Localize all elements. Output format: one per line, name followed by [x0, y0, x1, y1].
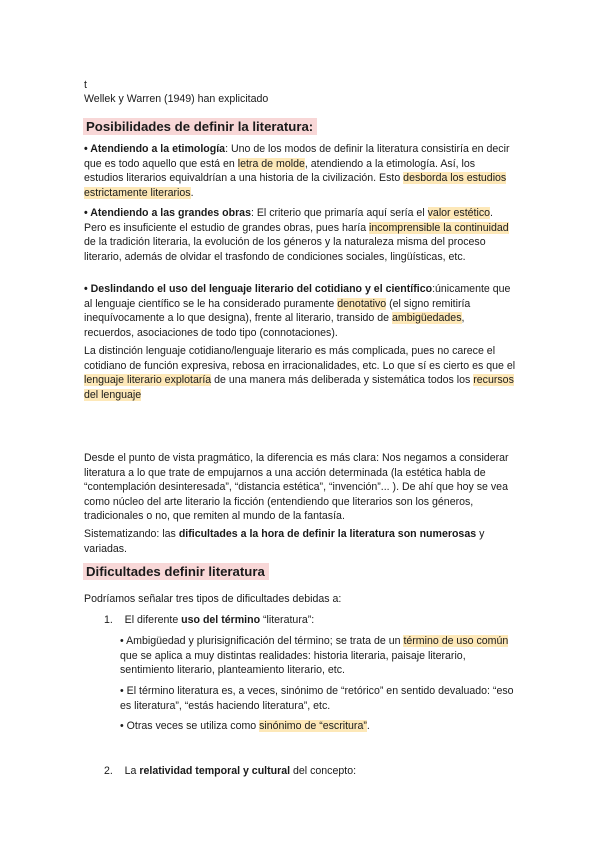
paragraph-text: La distinción lenguaje cotidiano/lenguaje literario es más complicada, pues no carece el cotidiano de función expresiva, rebosa en irracionalidades, etc. Lo que sí es cierto es que el: [84, 345, 516, 372]
section-heading-dificultades: Dificultades definir literatura: [83, 563, 269, 580]
sub-text: que se aplica a muy distintas realidades: historia literaria, paisaje literario, sentimiento literario, planteamiento literario, etc.: [120, 649, 466, 677]
paragraph-pragmatico: Desde el punto de vista pragmático, la diferencia es más clara: Nos negamos a considerar literatura a lo que trate de empujarnos a una acción determinada (la estética habla de “contemplación desinteresada”, “distancia estética”, “invención”... ). De ahí que hoy se vea como núcleo del arte literario la ficción (entendiendo que literarios son los géneros, tradicionales o no, que remiten al mundo de la fantasía.: [84, 452, 509, 523]
list-number: 1.: [104, 614, 113, 626]
sub-bullet-escritura: [120, 719, 520, 734]
list-bold: uso del término: [181, 614, 261, 626]
paragraph-bold: dificultades a la hora de definir la literatura son numerosas: [178, 528, 477, 540]
list-text: del concepto:: [290, 765, 357, 777]
bullet-text: (el signo remitiría inequívocamente a lo que designa), frente al literario, transido de: [84, 297, 471, 325]
paragraph-podriamos: Podríamos señalar tres tipos de dificultades debidas a:: [84, 593, 342, 605]
highlight: sinónimo de “escritura”: [259, 720, 367, 732]
bullet-title: • Deslindando el uso del lenguaje literario del cotidiano y el científico: [84, 283, 433, 295]
bullet-text: : El criterio que primaría aquí sería el: [250, 207, 428, 219]
sub-text: • Ambigüedad y plurisignificación del término; se trata de un: [120, 635, 404, 647]
highlight: término de uso común: [403, 635, 509, 647]
bullet-text: de la tradición literaria, la evolución de los géneros y la naturaleza misma del proceso literario, además de olvidar el trasfondo de condiciones sociales, lingüísticas, etc.: [84, 236, 486, 263]
highlight: denotativo: [337, 297, 387, 310]
bullet-text: .: [190, 186, 194, 199]
bullet-grandes-obras: [84, 206, 516, 264]
bullet-text: . Pero es insuficiente el estudio de grandes obras, pues haría: [84, 207, 493, 234]
list-bold: relatividad temporal y cultural: [139, 765, 291, 777]
list-text: La: [124, 765, 140, 777]
bullet-title: • Atendiendo a las grandes obras: [84, 207, 251, 219]
highlight: desborda los estudios estrictamente literarios: [84, 172, 507, 199]
bullet-lenguaje: [84, 282, 516, 340]
bullet-text: , recuerdos, asociaciones de todo tipo (connotaciones).: [84, 312, 465, 339]
paragraph-text: y variadas.: [84, 528, 485, 555]
sub-bullet-ambiguedad: [120, 634, 520, 678]
list-text: El diferente: [124, 614, 182, 626]
highlight: ambigüedades: [392, 312, 462, 325]
list-item-1: [104, 613, 314, 628]
list-item-2: [104, 764, 356, 779]
bullet-text: :únicamente que al lenguaje científico se le ha considerado puramente: [84, 283, 511, 310]
highlight: letra de molde: [237, 157, 305, 170]
bullet-text: , atendiendo a la etimología. Así, los estudios literarios equivaldrían a una historia de la civilización. Esto: [84, 157, 476, 185]
sub-bullet-retorico: • El término literatura es, a veces, sinónimo de “retórico” en sentido devaluado: “eso es literatura”, “estás haciendo literatura”, etc.: [120, 685, 514, 712]
paragraph-distincion: [84, 344, 516, 402]
bullet-etimologia: [84, 142, 516, 200]
paragraph-text: de una manera más deliberada y sistemática todos los: [211, 374, 474, 387]
bullet-text: : Uno de los modos de definir la literatura consistiría en decir que es todo aquello que está en: [84, 143, 510, 170]
highlight: incomprensible la continuidad: [369, 221, 509, 234]
paragraph-text: Sistematizando: las: [84, 528, 179, 540]
section-heading-posibilidades: Posibilidades de definir la literatura:: [83, 118, 317, 135]
bullet-title: • Atendiendo a la etimología: [84, 143, 226, 155]
reference-line: Wellek y Warren (1949) han explicitado: [84, 93, 269, 105]
paragraph-sistematizando: [84, 527, 516, 556]
list-number: 2.: [104, 765, 113, 777]
highlight: lenguaje literario explotaría: [84, 374, 212, 387]
sub-text: .: [366, 720, 370, 732]
list-text: “literatura”:: [260, 614, 315, 626]
stray-letter: t: [84, 79, 87, 91]
highlight: valor estético: [427, 207, 491, 219]
sub-text: • Otras veces se utiliza como: [120, 720, 260, 732]
highlight: recursos del lenguaje: [84, 374, 514, 401]
